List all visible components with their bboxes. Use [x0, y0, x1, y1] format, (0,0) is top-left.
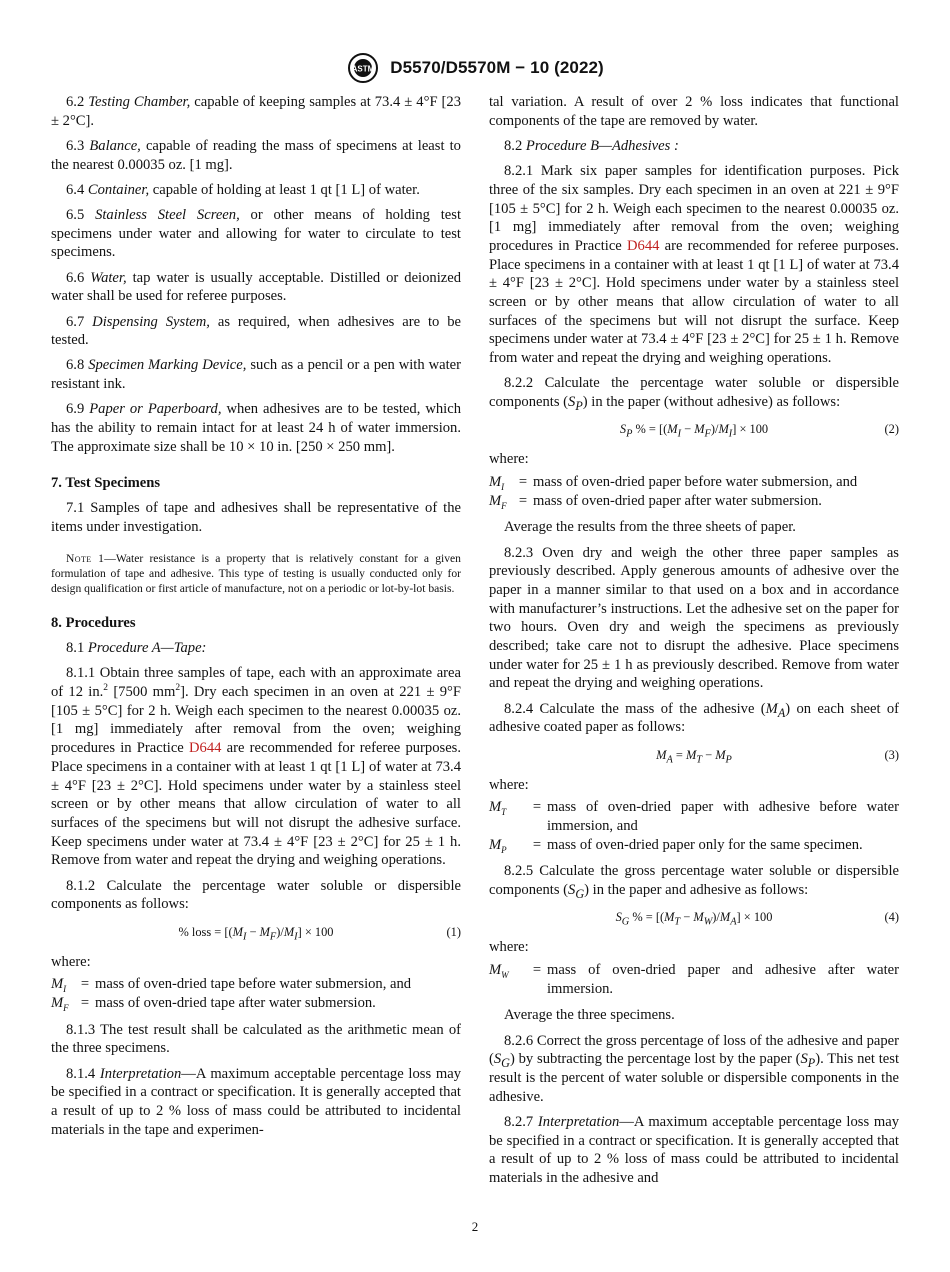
equation-2-formula: $S_P$ % = $[(M_I - M_F)/M_I] \times 100$ — [619, 422, 769, 440]
equation-4-formula: $S_G$ % = $[(M_T - M_W)/M_A] \times 100$ — [615, 910, 773, 928]
equation-4 — [489, 906, 899, 928]
equation-1-formula: % loss = $[(M_I - M_F)/M_I] \times 100$ — [178, 924, 334, 942]
equation-3-number: (3) — [884, 747, 899, 762]
para-6-4: 6.4 Container, capable of holding at least 1 qt [1 L] of water. — [66, 181, 420, 198]
para-8-1-1: 8.1.1 Obtain three samples of tape, each with an approximate area of 12 in.$^2$ [7500 $mm^2$]. Dry each specimen in an oven at 221 ± 9°F [105 ± 5°C] for 2 h. Weigh each specimen to the nearest 0.00035 oz. [1 mg] immediately after removal from the oven; weighing procedures in Practice D644 are recommended for referee purposes. Place specimens in a container with at least 1 qt [1 L] of water at 73.4 ± 4°F [23 ± 2°C]. Hold specimens under water by a stainless steel screen or by other means that allow circulation of water to all surfaces of the specimens but will not disrupt the adhesive surface. Keep specimens under water at 73.4 ± 4°F [23 ± 2°C] for 25 ± 1 h. Remove from water and repeat the drying and weighing operations. — [51, 665, 461, 869]
para-6-5: 6.5 Stainless Steel Screen, or other means of holding test specimens under water and allowing for water to circulate to test specimens. — [51, 207, 461, 261]
section-heading-8: 8. Procedures — [51, 615, 136, 632]
para-8-1-2: 8.1.2 Calculate the percentage water soluble or dispersible components as follows: — [51, 877, 461, 913]
equation-2 — [489, 418, 899, 440]
right-column — [489, 93, 899, 1194]
para-average-1: Average the results from the three sheets of paper. — [504, 519, 796, 536]
para-8-2-4: 8.2.4 Calculate the mass of the adhesive $(M_A)$ on each sheet of adhesive coated paper as follows: — [489, 700, 900, 736]
svg-text:ASTM: ASTM — [351, 64, 375, 74]
where-label: where: — [51, 953, 91, 970]
definition-row: $M_I$ = mass of oven-dried paper before water submersion, and — [489, 473, 858, 492]
page-number: 2 — [471, 1219, 479, 1234]
equation-1 — [51, 921, 461, 943]
para-8-2-3: 8.2.3 Oven dry and weigh the other three paper samples as previously described. Apply generous amounts of adhesive over the paper in a manner similar to that used on a box and in accordance with manufacturer’s instructions. Let the adhesive set on the paper for two hours. Oven dry and weigh the specimens as previously described; take care not to disrupt the adhesive. Place specimens under water for 25 ± 1 h as previously described. Remove from water and repeat the drying and weighing operations. — [489, 544, 899, 692]
para-8-2-6: 8.2.6 Correct the gross percentage of loss of the adhesive and paper $(S_G)$ by subtracting the percentage lost by the paper $(S_P)$. This net test result is the percent of water soluble or dispersible components in the adhesive. — [489, 1032, 899, 1105]
where-label: where: — [489, 451, 529, 468]
equation-3 — [489, 744, 899, 766]
equation-2-number: (2) — [884, 422, 899, 437]
definition-row: $M_F$ = mass of oven-dried tape after water submersion. — [51, 994, 376, 1013]
para-8-2-1: 8.2.1 Mark six paper samples for identification purposes. Pick three of the six samples. Dry each specimen in an oven at 221 ± 9°F [105 ± 5°C] for 2 h. Weigh each specimen to the nearest 0.00035 oz. [1 mg] immediately after removal from the oven; weighing procedures in Practice D644 are recommended for referee purposes. Place specimens in a container with at least 1 qt [1 L] of water at 73.4 ± 4°F [23 ± 2°C]. Hold specimens under water by a stainless steel screen or by other means that allow circulation of water to all surfaces of the specimens but will not disrupt the surface. Keep specimens under water at 73.4 ± 4°F [23 ± 2°C] for 25 ± 1 h. Remove from water and repeat the drying and weighing operations. — [489, 163, 899, 367]
para-6-6: 6.6 Water, tap water is usually acceptable. Distilled or deionized water shall be used for referee purposes. — [51, 269, 462, 305]
equation-1-number: (1) — [446, 924, 461, 939]
d644-link[interactable]: D644 — [189, 740, 222, 757]
para-8-1-4-cont: tal variation. A result of over 2 % loss indicates that functional components of the tape are removed by water. — [489, 94, 899, 129]
equation-4-number: (4) — [884, 910, 899, 925]
definition-row: $M_W$ = mass of oven-dried paper and adhesive after water immersion. — [489, 962, 899, 997]
note-1: Note 1—Water resistance is a property that is relatively constant for a given formulation of tape and adhesive. This type of testing is usually conducted only for design qualification or first article of manufacture, not on a periodic or lot-by-lot basis. — [51, 551, 461, 596]
para-8-1-4: 8.1.4 Interpretation—A maximum acceptable percentage loss may be specified in a contract or specification. It is generally accepted that a result of up to 2 % loss of mass could be attributed to incidental materials in the tape and experimen- — [51, 1065, 461, 1138]
definition-row: $M_P$ = mass of oven-dried paper only for the same specimen. — [489, 836, 863, 855]
where-label: where: — [489, 776, 529, 793]
definitions-1 — [51, 975, 461, 1012]
para-8-2-5: 8.2.5 Calculate the gross percentage water soluble or dispersible components $(S_G)$ in the paper and adhesive as follows: — [489, 863, 899, 902]
definitions-2 — [489, 473, 899, 510]
left-column — [51, 93, 461, 1146]
para-6-7: 6.7 Dispensing System, as required, when adhesives are to be tested. — [51, 313, 462, 349]
where-label: where: — [489, 939, 529, 956]
para-8-2-7: 8.2.7 Interpretation—A maximum acceptable percentage loss may be specified in a contract or specification. It is generally accepted that a result of up to 2 % loss of mass could be attributed to incidental materials in the adhesive and — [489, 1113, 899, 1187]
astm-logo-icon — [346, 52, 380, 84]
para-8-1-3: 8.1.3 The test result shall be calculated as the arithmetic mean of the three specimens. — [51, 1021, 461, 1057]
para-6-3: 6.3 Balance, capable of reading the mass of specimens at least to the nearest 0.00035 oz. [1 mg]. — [51, 137, 461, 173]
definitions-3 — [489, 798, 899, 854]
definition-row: $M_F$ = mass of oven-dried paper after water submersion. — [489, 492, 822, 511]
para-6-2: 6.2 Testing Chamber, capable of keeping samples at 73.4 ± 4°F [23 ± 2°C]. — [51, 94, 462, 129]
equation-3-formula: $M_A = M_T - M_P$ — [656, 747, 732, 766]
definition-row: $M_I$ = mass of oven-dried tape before water submersion, and — [51, 976, 412, 995]
para-6-8: 6.8 Specimen Marking Device, such as a pencil or a pen with water resistant ink. — [51, 357, 462, 393]
definition-row: $M_T$ = mass of oven-dried paper with adhesive before water immersion, and — [489, 799, 899, 834]
d644-link[interactable]: D644 — [627, 237, 660, 254]
para-8-1: 8.1 Procedure A—Tape: — [66, 640, 207, 657]
para-6-9: 6.9 Paper or Paperboard, when adhesives are to be tested, which has the ability to remain intact for at least 24 h of water immersion. The approximate size shall be 10 × 10 in. [250 × 250 mm]. — [51, 401, 461, 455]
document-designation: D5570/D5570M − 10 (2022) — [390, 58, 604, 77]
para-average-2: Average the three specimens. — [504, 1007, 675, 1024]
section-heading-7: 7. Test Specimens — [51, 475, 161, 492]
para-8-2-2: 8.2.2 Calculate the percentage water soluble or dispersible components $(S_P)$ in the paper (without adhesive) as follows: — [489, 375, 899, 413]
para-8-2: 8.2 Procedure B—Adhesives : — [504, 137, 679, 154]
definitions-4 — [489, 961, 899, 998]
para-7-1: 7.1 Samples of tape and adhesives shall be representative of the items under investigation. — [51, 500, 461, 535]
page-header — [0, 52, 950, 86]
